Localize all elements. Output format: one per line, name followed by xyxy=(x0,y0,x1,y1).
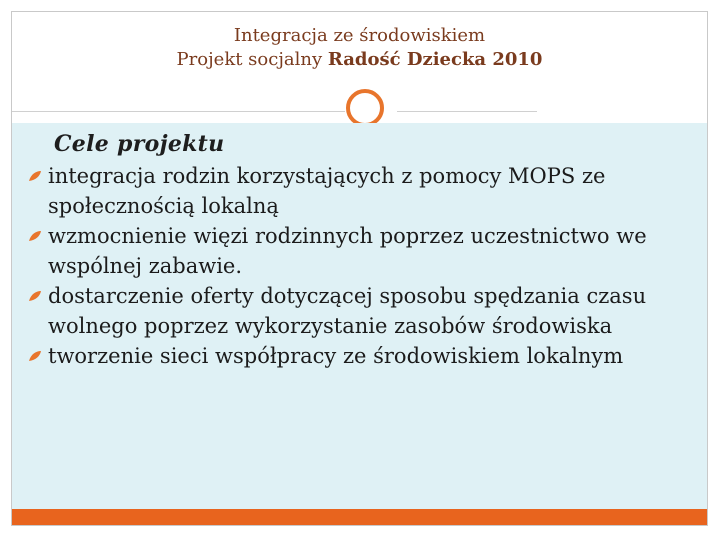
list-item xyxy=(12,221,702,281)
list-item-text: wzmocnienie więzi rodzinnych poprzez uczestnictwo we wspólnej zabawie. xyxy=(48,224,647,278)
header-line-2 xyxy=(12,48,707,72)
header-divider-right xyxy=(397,111,537,112)
section-title: Cele projektu xyxy=(54,131,225,157)
list-item xyxy=(12,281,702,341)
leaf-bullet-icon xyxy=(28,350,42,362)
footer-accent-bar xyxy=(12,509,707,525)
header-line-2-prefix: Projekt socjalny xyxy=(176,49,328,70)
header-divider-left xyxy=(12,111,345,112)
header-line-1: Integracja ze środowiskiem xyxy=(233,25,486,46)
content-area xyxy=(12,123,707,510)
list-item-text: dostarczenie oferty dotyczącej sposobu spędzania czasu wolnego poprzez wykorzystanie zasobów środowiska xyxy=(48,284,647,338)
slide-header xyxy=(12,24,707,72)
decorative-circle xyxy=(346,89,384,127)
leaf-bullet-icon xyxy=(28,170,42,182)
leaf-bullet-icon xyxy=(28,230,42,242)
goals-list xyxy=(12,161,702,371)
list-item-text: tworzenie sieci współpracy ze środowiskiem lokalnym xyxy=(48,344,624,368)
list-item xyxy=(12,341,702,371)
project-name: Radość Dziecka 2010 xyxy=(327,49,543,70)
leaf-bullet-icon xyxy=(28,290,42,302)
list-item-text: integracja rodzin korzystających z pomocy MOPS ze społecznością lokalną xyxy=(48,164,606,218)
slide-frame xyxy=(11,11,708,526)
list-item xyxy=(12,161,702,221)
